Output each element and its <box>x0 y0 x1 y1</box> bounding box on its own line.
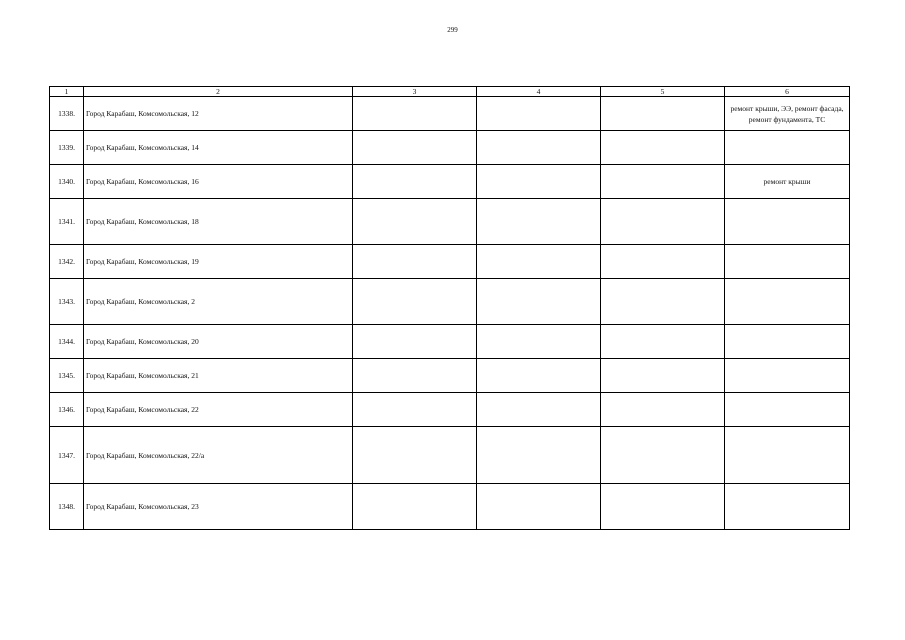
row-col5 <box>601 325 725 359</box>
row-note <box>725 131 850 165</box>
table-row <box>50 165 850 199</box>
row-col3 <box>353 131 477 165</box>
table-row <box>50 359 850 393</box>
column-header: 6 <box>725 87 850 97</box>
row-col4 <box>477 199 601 245</box>
row-address: Город Карабаш, Комсомольская, 21 <box>84 359 353 393</box>
table-row <box>50 279 850 325</box>
row-col3 <box>353 245 477 279</box>
table-row <box>50 131 850 165</box>
row-col5 <box>601 484 725 530</box>
row-note: ремонт крыши <box>725 165 850 199</box>
row-col4 <box>477 97 601 131</box>
row-col4 <box>477 393 601 427</box>
row-note <box>725 325 850 359</box>
row-col5 <box>601 131 725 165</box>
row-col4 <box>477 131 601 165</box>
row-col5 <box>601 427 725 484</box>
row-address: Город Карабаш, Комсомольская, 19 <box>84 245 353 279</box>
row-col5 <box>601 165 725 199</box>
row-col3 <box>353 359 477 393</box>
row-col4 <box>477 279 601 325</box>
row-col4 <box>477 245 601 279</box>
row-number: 1341. <box>50 199 84 245</box>
row-number: 1340. <box>50 165 84 199</box>
row-col3 <box>353 393 477 427</box>
row-col3 <box>353 199 477 245</box>
row-number: 1343. <box>50 279 84 325</box>
row-address: Город Карабаш, Комсомольская, 22 <box>84 393 353 427</box>
row-number: 1342. <box>50 245 84 279</box>
row-col3 <box>353 165 477 199</box>
row-address: Город Карабаш, Комсомольская, 23 <box>84 484 353 530</box>
row-number: 1344. <box>50 325 84 359</box>
row-col3 <box>353 427 477 484</box>
row-col5 <box>601 245 725 279</box>
row-col5 <box>601 359 725 393</box>
row-address: Город Карабаш, Комсомольская, 22/а <box>84 427 353 484</box>
row-col4 <box>477 359 601 393</box>
table-row <box>50 97 850 131</box>
row-note <box>725 427 850 484</box>
table-row <box>50 427 850 484</box>
row-note <box>725 359 850 393</box>
page-number: 299 <box>447 26 458 34</box>
table-row <box>50 325 850 359</box>
table-row <box>50 199 850 245</box>
row-address: Город Карабаш, Комсомольская, 20 <box>84 325 353 359</box>
row-number: 1346. <box>50 393 84 427</box>
housing-register-table <box>49 86 850 530</box>
row-note: ремонт крыши, ЭЭ, ремонт фасада, ремонт фундамента, ТС <box>725 97 850 131</box>
row-number: 1348. <box>50 484 84 530</box>
row-col4 <box>477 484 601 530</box>
column-header: 4 <box>477 87 601 97</box>
row-number: 1345. <box>50 359 84 393</box>
row-address: Город Карабаш, Комсомольская, 14 <box>84 131 353 165</box>
row-col5 <box>601 97 725 131</box>
row-note <box>725 279 850 325</box>
column-header: 3 <box>353 87 477 97</box>
row-note <box>725 484 850 530</box>
table-row <box>50 484 850 530</box>
table-row <box>50 393 850 427</box>
row-col5 <box>601 279 725 325</box>
row-col3 <box>353 279 477 325</box>
row-address: Город Карабаш, Комсомольская, 2 <box>84 279 353 325</box>
row-col3 <box>353 484 477 530</box>
column-header: 2 <box>84 87 353 97</box>
row-address: Город Карабаш, Комсомольская, 12 <box>84 97 353 131</box>
row-address: Город Карабаш, Комсомольская, 16 <box>84 165 353 199</box>
row-number: 1339. <box>50 131 84 165</box>
table-row <box>50 245 850 279</box>
row-col4 <box>477 427 601 484</box>
row-number: 1347. <box>50 427 84 484</box>
row-col4 <box>477 165 601 199</box>
row-col3 <box>353 97 477 131</box>
row-col4 <box>477 325 601 359</box>
row-note <box>725 245 850 279</box>
column-header: 5 <box>601 87 725 97</box>
row-number: 1338. <box>50 97 84 131</box>
row-address: Город Карабаш, Комсомольская, 18 <box>84 199 353 245</box>
row-col5 <box>601 393 725 427</box>
column-header-row <box>50 87 850 97</box>
row-col3 <box>353 325 477 359</box>
row-note <box>725 393 850 427</box>
row-col5 <box>601 199 725 245</box>
row-note <box>725 199 850 245</box>
column-header: 1 <box>50 87 84 97</box>
